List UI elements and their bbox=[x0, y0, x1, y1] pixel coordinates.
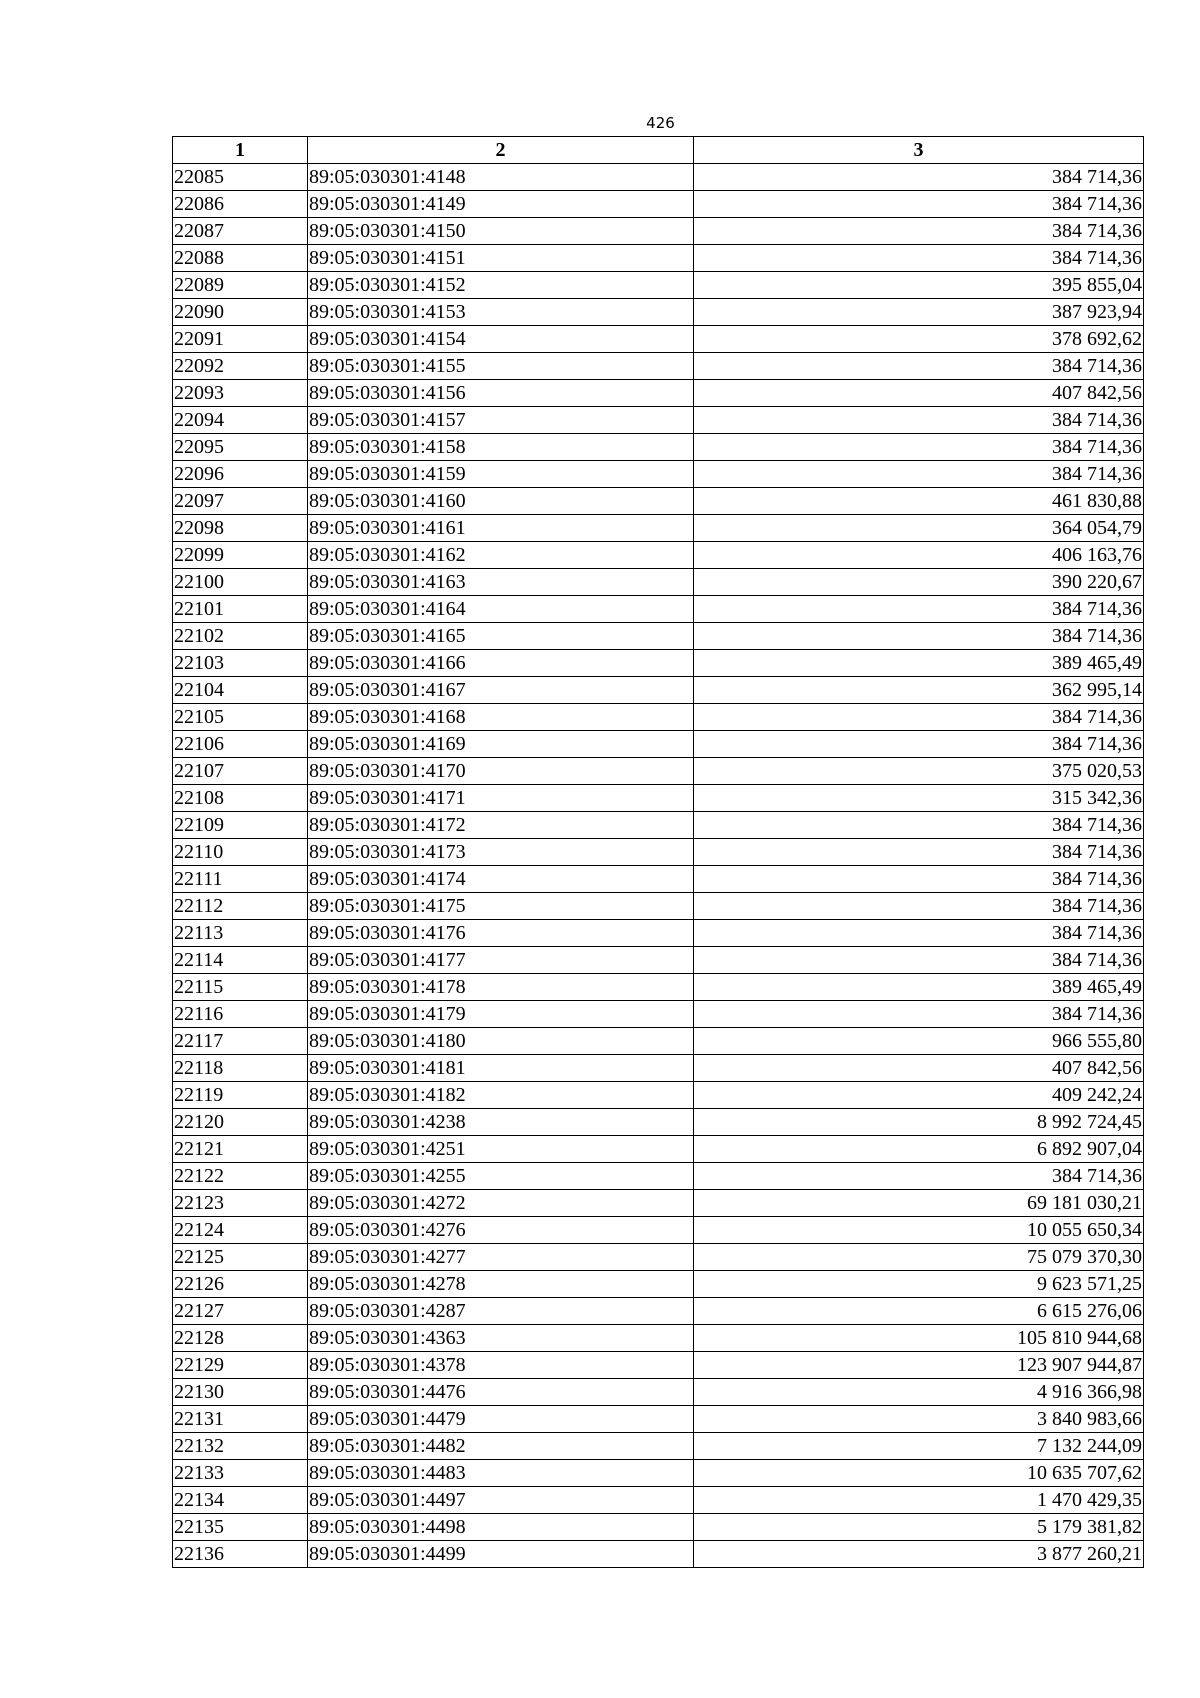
table-row bbox=[173, 1163, 1144, 1190]
row-number-cell: 22120 bbox=[173, 1109, 308, 1136]
cadastral-number-cell: 89:05:030301:4154 bbox=[308, 326, 694, 353]
value-cell: 384 714,36 bbox=[694, 812, 1144, 839]
value-cell: 4 916 366,98 bbox=[694, 1379, 1144, 1406]
table-row bbox=[173, 353, 1144, 380]
cadastral-number-cell: 89:05:030301:4483 bbox=[308, 1460, 694, 1487]
table-row bbox=[173, 461, 1144, 488]
row-number-cell: 22115 bbox=[173, 974, 308, 1001]
row-number-cell: 22117 bbox=[173, 1028, 308, 1055]
table-row bbox=[173, 1298, 1144, 1325]
cadastral-number-cell: 89:05:030301:4498 bbox=[308, 1514, 694, 1541]
table-row bbox=[173, 1379, 1144, 1406]
table-row bbox=[173, 1217, 1144, 1244]
cadastral-number-cell: 89:05:030301:4497 bbox=[308, 1487, 694, 1514]
table-row bbox=[173, 488, 1144, 515]
value-cell: 407 842,56 bbox=[694, 380, 1144, 407]
cadastral-number-cell: 89:05:030301:4276 bbox=[308, 1217, 694, 1244]
table-row bbox=[173, 893, 1144, 920]
table-row bbox=[173, 1082, 1144, 1109]
row-number-cell: 22121 bbox=[173, 1136, 308, 1163]
value-cell: 362 995,14 bbox=[694, 677, 1144, 704]
table-row bbox=[173, 272, 1144, 299]
row-number-cell: 22094 bbox=[173, 407, 308, 434]
row-number-cell: 22109 bbox=[173, 812, 308, 839]
cadastral-number-cell: 89:05:030301:4178 bbox=[308, 974, 694, 1001]
value-cell: 6 892 907,04 bbox=[694, 1136, 1144, 1163]
row-number-cell: 22110 bbox=[173, 839, 308, 866]
table-row bbox=[173, 704, 1144, 731]
value-cell: 384 714,36 bbox=[694, 1001, 1144, 1028]
cadastral-number-cell: 89:05:030301:4158 bbox=[308, 434, 694, 461]
value-cell: 384 714,36 bbox=[694, 461, 1144, 488]
row-number-cell: 22096 bbox=[173, 461, 308, 488]
cadastral-number-cell: 89:05:030301:4182 bbox=[308, 1082, 694, 1109]
cadastral-number-cell: 89:05:030301:4164 bbox=[308, 596, 694, 623]
table-row bbox=[173, 515, 1144, 542]
row-number-cell: 22106 bbox=[173, 731, 308, 758]
cadastral-number-cell: 89:05:030301:4476 bbox=[308, 1379, 694, 1406]
table-row bbox=[173, 1001, 1144, 1028]
row-number-cell: 22088 bbox=[173, 245, 308, 272]
value-cell: 384 714,36 bbox=[694, 704, 1144, 731]
cadastral-number-cell: 89:05:030301:4482 bbox=[308, 1433, 694, 1460]
cadastral-number-cell: 89:05:030301:4157 bbox=[308, 407, 694, 434]
cadastral-number-cell: 89:05:030301:4168 bbox=[308, 704, 694, 731]
cadastral-number-cell: 89:05:030301:4167 bbox=[308, 677, 694, 704]
value-cell: 384 714,36 bbox=[694, 596, 1144, 623]
table-row bbox=[173, 866, 1144, 893]
row-number-cell: 22087 bbox=[173, 218, 308, 245]
row-number-cell: 22134 bbox=[173, 1487, 308, 1514]
row-number-cell: 22113 bbox=[173, 920, 308, 947]
table-row bbox=[173, 1514, 1144, 1541]
table-row bbox=[173, 1055, 1144, 1082]
cadastral-number-cell: 89:05:030301:4162 bbox=[308, 542, 694, 569]
value-cell: 5 179 381,82 bbox=[694, 1514, 1144, 1541]
cadastral-number-cell: 89:05:030301:4278 bbox=[308, 1271, 694, 1298]
cadastral-number-cell: 89:05:030301:4171 bbox=[308, 785, 694, 812]
table-row bbox=[173, 218, 1144, 245]
row-number-cell: 22125 bbox=[173, 1244, 308, 1271]
cadastral-number-cell: 89:05:030301:4148 bbox=[308, 164, 694, 191]
cadastral-number-cell: 89:05:030301:4251 bbox=[308, 1136, 694, 1163]
row-number-cell: 22127 bbox=[173, 1298, 308, 1325]
row-number-cell: 22099 bbox=[173, 542, 308, 569]
table-row bbox=[173, 164, 1144, 191]
row-number-cell: 22100 bbox=[173, 569, 308, 596]
value-cell: 384 714,36 bbox=[694, 434, 1144, 461]
table-row bbox=[173, 1190, 1144, 1217]
cadastral-number-cell: 89:05:030301:4277 bbox=[308, 1244, 694, 1271]
row-number-cell: 22091 bbox=[173, 326, 308, 353]
cadastral-number-cell: 89:05:030301:4479 bbox=[308, 1406, 694, 1433]
value-cell: 395 855,04 bbox=[694, 272, 1144, 299]
row-number-cell: 22118 bbox=[173, 1055, 308, 1082]
table-row bbox=[173, 1352, 1144, 1379]
value-cell: 461 830,88 bbox=[694, 488, 1144, 515]
cadastral-number-cell: 89:05:030301:4166 bbox=[308, 650, 694, 677]
row-number-cell: 22093 bbox=[173, 380, 308, 407]
value-cell: 384 714,36 bbox=[694, 947, 1144, 974]
row-number-cell: 22092 bbox=[173, 353, 308, 380]
value-cell: 1 470 429,35 bbox=[694, 1487, 1144, 1514]
column-header-2: 2 bbox=[308, 137, 694, 164]
row-number-cell: 22102 bbox=[173, 623, 308, 650]
value-cell: 407 842,56 bbox=[694, 1055, 1144, 1082]
table-row bbox=[173, 596, 1144, 623]
value-cell: 384 714,36 bbox=[694, 1163, 1144, 1190]
value-cell: 384 714,36 bbox=[694, 731, 1144, 758]
row-number-cell: 22111 bbox=[173, 866, 308, 893]
cadastral-number-cell: 89:05:030301:4152 bbox=[308, 272, 694, 299]
cadastral-number-cell: 89:05:030301:4159 bbox=[308, 461, 694, 488]
value-cell: 390 220,67 bbox=[694, 569, 1144, 596]
row-number-cell: 22129 bbox=[173, 1352, 308, 1379]
cadastral-number-cell: 89:05:030301:4169 bbox=[308, 731, 694, 758]
cadastral-number-cell: 89:05:030301:4499 bbox=[308, 1541, 694, 1568]
data-table bbox=[172, 136, 1144, 1568]
row-number-cell: 22085 bbox=[173, 164, 308, 191]
cadastral-number-cell: 89:05:030301:4173 bbox=[308, 839, 694, 866]
table-row bbox=[173, 1028, 1144, 1055]
cadastral-number-cell: 89:05:030301:4378 bbox=[308, 1352, 694, 1379]
cadastral-number-cell: 89:05:030301:4180 bbox=[308, 1028, 694, 1055]
row-number-cell: 22135 bbox=[173, 1514, 308, 1541]
cadastral-number-cell: 89:05:030301:4150 bbox=[308, 218, 694, 245]
table-row bbox=[173, 731, 1144, 758]
row-number-cell: 22119 bbox=[173, 1082, 308, 1109]
value-cell: 384 714,36 bbox=[694, 164, 1144, 191]
row-number-cell: 22098 bbox=[173, 515, 308, 542]
row-number-cell: 22122 bbox=[173, 1163, 308, 1190]
value-cell: 6 615 276,06 bbox=[694, 1298, 1144, 1325]
value-cell: 364 054,79 bbox=[694, 515, 1144, 542]
row-number-cell: 22123 bbox=[173, 1190, 308, 1217]
table-row bbox=[173, 1136, 1144, 1163]
table-row bbox=[173, 623, 1144, 650]
value-cell: 8 992 724,45 bbox=[694, 1109, 1144, 1136]
table-row bbox=[173, 677, 1144, 704]
cadastral-number-cell: 89:05:030301:4181 bbox=[308, 1055, 694, 1082]
value-cell: 384 714,36 bbox=[694, 191, 1144, 218]
table-body bbox=[173, 164, 1144, 1568]
table-row bbox=[173, 785, 1144, 812]
row-number-cell: 22108 bbox=[173, 785, 308, 812]
row-number-cell: 22097 bbox=[173, 488, 308, 515]
value-cell: 389 465,49 bbox=[694, 974, 1144, 1001]
row-number-cell: 22105 bbox=[173, 704, 308, 731]
cadastral-number-cell: 89:05:030301:4151 bbox=[308, 245, 694, 272]
cadastral-number-cell: 89:05:030301:4363 bbox=[308, 1325, 694, 1352]
row-number-cell: 22133 bbox=[173, 1460, 308, 1487]
value-cell: 315 342,36 bbox=[694, 785, 1144, 812]
cadastral-number-cell: 89:05:030301:4156 bbox=[308, 380, 694, 407]
value-cell: 123 907 944,87 bbox=[694, 1352, 1144, 1379]
row-number-cell: 22089 bbox=[173, 272, 308, 299]
cadastral-number-cell: 89:05:030301:4238 bbox=[308, 1109, 694, 1136]
cadastral-number-cell: 89:05:030301:4176 bbox=[308, 920, 694, 947]
value-cell: 387 923,94 bbox=[694, 299, 1144, 326]
table-row bbox=[173, 974, 1144, 1001]
cadastral-number-cell: 89:05:030301:4174 bbox=[308, 866, 694, 893]
cadastral-number-cell: 89:05:030301:4160 bbox=[308, 488, 694, 515]
cadastral-number-cell: 89:05:030301:4149 bbox=[308, 191, 694, 218]
table-row bbox=[173, 1541, 1144, 1568]
cadastral-number-cell: 89:05:030301:4177 bbox=[308, 947, 694, 974]
row-number-cell: 22095 bbox=[173, 434, 308, 461]
table-header bbox=[173, 137, 1144, 164]
value-cell: 406 163,76 bbox=[694, 542, 1144, 569]
value-cell: 384 714,36 bbox=[694, 407, 1144, 434]
table-row bbox=[173, 1271, 1144, 1298]
value-cell: 3 840 983,66 bbox=[694, 1406, 1144, 1433]
row-number-cell: 22114 bbox=[173, 947, 308, 974]
value-cell: 375 020,53 bbox=[694, 758, 1144, 785]
cadastral-number-cell: 89:05:030301:4172 bbox=[308, 812, 694, 839]
column-header-3: 3 bbox=[694, 137, 1144, 164]
value-cell: 384 714,36 bbox=[694, 218, 1144, 245]
table-row bbox=[173, 542, 1144, 569]
row-number-cell: 22116 bbox=[173, 1001, 308, 1028]
table-row bbox=[173, 947, 1144, 974]
row-number-cell: 22131 bbox=[173, 1406, 308, 1433]
row-number-cell: 22132 bbox=[173, 1433, 308, 1460]
value-cell: 378 692,62 bbox=[694, 326, 1144, 353]
table-row bbox=[173, 920, 1144, 947]
row-number-cell: 22136 bbox=[173, 1541, 308, 1568]
table-row bbox=[173, 758, 1144, 785]
cadastral-number-cell: 89:05:030301:4153 bbox=[308, 299, 694, 326]
table-row bbox=[173, 839, 1144, 866]
value-cell: 384 714,36 bbox=[694, 623, 1144, 650]
table-row bbox=[173, 1433, 1144, 1460]
table-row bbox=[173, 812, 1144, 839]
cadastral-number-cell: 89:05:030301:4163 bbox=[308, 569, 694, 596]
table-row bbox=[173, 1109, 1144, 1136]
value-cell: 10 055 650,34 bbox=[694, 1217, 1144, 1244]
row-number-cell: 22128 bbox=[173, 1325, 308, 1352]
cadastral-number-cell: 89:05:030301:4155 bbox=[308, 353, 694, 380]
value-cell: 3 877 260,21 bbox=[694, 1541, 1144, 1568]
table-row bbox=[173, 245, 1144, 272]
row-number-cell: 22103 bbox=[173, 650, 308, 677]
value-cell: 105 810 944,68 bbox=[694, 1325, 1144, 1352]
page-number: 426 bbox=[646, 114, 675, 132]
header-row bbox=[173, 137, 1144, 164]
row-number-cell: 22101 bbox=[173, 596, 308, 623]
cadastral-number-cell: 89:05:030301:4255 bbox=[308, 1163, 694, 1190]
table-row bbox=[173, 191, 1144, 218]
row-number-cell: 22130 bbox=[173, 1379, 308, 1406]
row-number-cell: 22124 bbox=[173, 1217, 308, 1244]
table-row bbox=[173, 1244, 1144, 1271]
cadastral-number-cell: 89:05:030301:4179 bbox=[308, 1001, 694, 1028]
cadastral-number-cell: 89:05:030301:4272 bbox=[308, 1190, 694, 1217]
row-number-cell: 22107 bbox=[173, 758, 308, 785]
value-cell: 69 181 030,21 bbox=[694, 1190, 1144, 1217]
table-row bbox=[173, 1325, 1144, 1352]
table-row bbox=[173, 650, 1144, 677]
row-number-cell: 22086 bbox=[173, 191, 308, 218]
table-row bbox=[173, 1460, 1144, 1487]
value-cell: 384 714,36 bbox=[694, 839, 1144, 866]
row-number-cell: 22104 bbox=[173, 677, 308, 704]
value-cell: 966 555,80 bbox=[694, 1028, 1144, 1055]
table-row bbox=[173, 1487, 1144, 1514]
value-cell: 75 079 370,30 bbox=[694, 1244, 1144, 1271]
cadastral-number-cell: 89:05:030301:4287 bbox=[308, 1298, 694, 1325]
value-cell: 384 714,36 bbox=[694, 245, 1144, 272]
value-cell: 10 635 707,62 bbox=[694, 1460, 1144, 1487]
row-number-cell: 22112 bbox=[173, 893, 308, 920]
value-cell: 384 714,36 bbox=[694, 893, 1144, 920]
value-cell: 384 714,36 bbox=[694, 353, 1144, 380]
table-row bbox=[173, 299, 1144, 326]
value-cell: 7 132 244,09 bbox=[694, 1433, 1144, 1460]
table-row bbox=[173, 326, 1144, 353]
value-cell: 9 623 571,25 bbox=[694, 1271, 1144, 1298]
table-row bbox=[173, 569, 1144, 596]
value-cell: 409 242,24 bbox=[694, 1082, 1144, 1109]
row-number-cell: 22126 bbox=[173, 1271, 308, 1298]
cadastral-number-cell: 89:05:030301:4165 bbox=[308, 623, 694, 650]
table-row bbox=[173, 407, 1144, 434]
value-cell: 389 465,49 bbox=[694, 650, 1144, 677]
cadastral-number-cell: 89:05:030301:4170 bbox=[308, 758, 694, 785]
cadastral-number-cell: 89:05:030301:4175 bbox=[308, 893, 694, 920]
table-row bbox=[173, 1406, 1144, 1433]
column-header-1: 1 bbox=[173, 137, 308, 164]
table-row bbox=[173, 434, 1144, 461]
value-cell: 384 714,36 bbox=[694, 866, 1144, 893]
value-cell: 384 714,36 bbox=[694, 920, 1144, 947]
row-number-cell: 22090 bbox=[173, 299, 308, 326]
cadastral-number-cell: 89:05:030301:4161 bbox=[308, 515, 694, 542]
table-row bbox=[173, 380, 1144, 407]
